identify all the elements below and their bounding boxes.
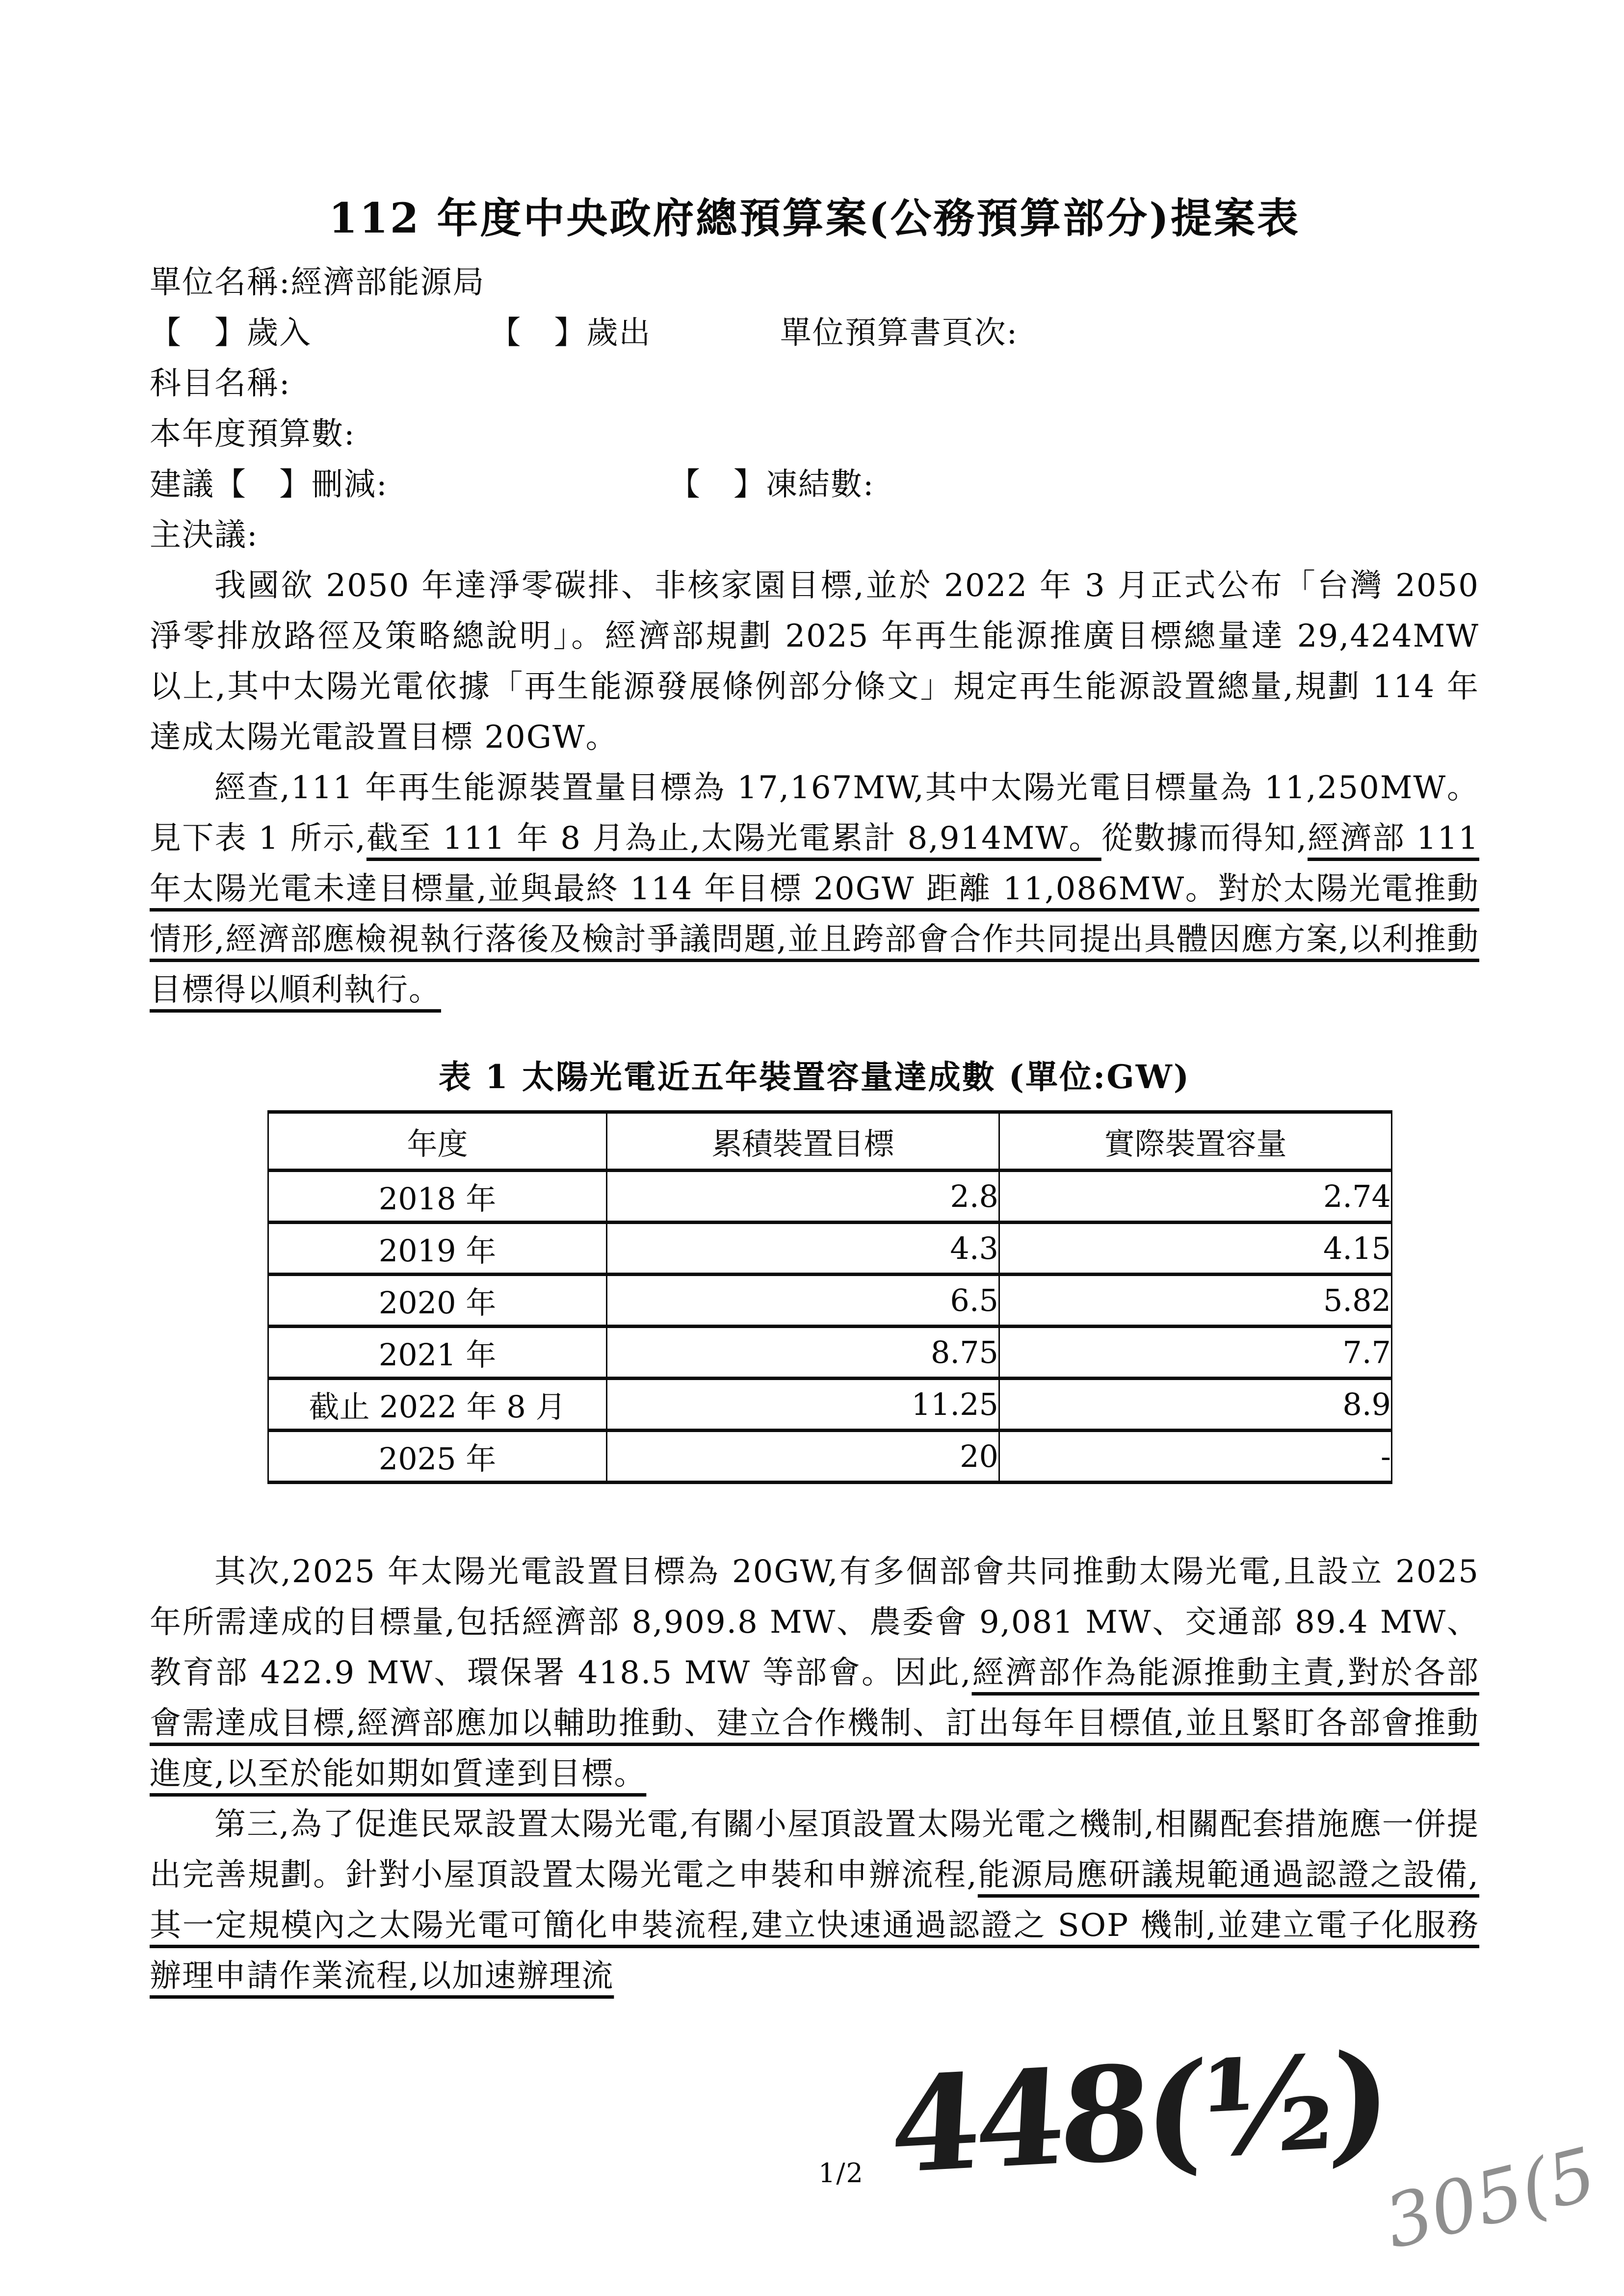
paragraph-4-underlined-1: 能源局應研議規範通過認證之設備,其一定規模內之太陽光電可簡化申裝流程,建立快速通過認證之 SOP 機制,並建立電子化服務辦理申請作業流程,以加速辦理流: [150, 1857, 1480, 1994]
cell-year: 2019 年: [268, 1223, 607, 1275]
page-number: 1/2: [818, 2158, 864, 2189]
cell-year: 截止 2022 年 8 月: [268, 1379, 607, 1431]
cell-target: 4.3: [607, 1223, 999, 1275]
paragraph-3-underlined-1: 經濟部作為能源推動主責,對於各部會需達成目標,經濟部應加以輔助推動、建立合作機制、訂出每年目標值,並且緊盯各部會推動進度,以至於能如期如質達到目標。: [150, 1655, 1480, 1792]
budget-page-label: 單位預算書頁次:: [780, 315, 1019, 351]
field-subject-name: [150, 359, 1479, 409]
table-row: [268, 1327, 1392, 1379]
freeze-count-checkbox: 【 】凍結數:: [668, 467, 875, 503]
cell-actual: 8.9: [999, 1379, 1392, 1431]
field-checkbox-row: [150, 308, 1479, 359]
main-resolution-text: 主決議:: [150, 517, 259, 553]
cell-actual: 4.15: [999, 1223, 1392, 1275]
table-row: [268, 1431, 1392, 1483]
header-target: 累積裝置目標: [607, 1112, 999, 1171]
paragraph-3: [150, 1547, 1479, 1800]
table-header-row: [268, 1112, 1392, 1171]
paragraph-3-text-1: 其次,2025 年太陽光電設置目標為 20GW,有多個部會共同推動太陽光電,且設立 2025 年所需達成的目標量,包括經濟部 8,909.8 MW、農委會 9,081 MW、交通部 89.4 MW、教育部 422.9 MW、環保署 418.5 MW 等部會。因此,: [150, 1554, 1479, 1691]
cell-target: 2.8: [607, 1171, 999, 1223]
cell-year: 2025 年: [268, 1431, 607, 1483]
paragraph-2-underlined-2: 經濟部 111 年太陽光電未達目標量,並與最終 114 年目標 20GW 距離 11,086MW。對於太陽光電推動情形,經濟部應檢視執行落後及檢討爭議問題,並且跨部會合作共同提出具體因應方案,以利推動目標得以順利執行。: [150, 820, 1480, 1008]
paragraph-4-text-1: 第三,為了促進民眾設置太陽光電,有關小屋頂設置太陽光電之機制,相關配套措施應一併提出完善規劃。針對小屋頂設置太陽光電之申裝和申辦流程,: [150, 1806, 1479, 1893]
table-1-title: 表 1 太陽光電近五年裝置容量達成數 (單位:GW): [438, 1058, 1191, 1096]
expenditure-checkbox: 【 】歲出: [489, 315, 652, 351]
cell-actual: 5.82: [999, 1275, 1392, 1327]
cell-year: 2020 年: [268, 1275, 607, 1327]
current-budget-text: 本年度預算數:: [150, 416, 356, 452]
field-current-budget: [150, 409, 1479, 460]
paragraph-1: [150, 561, 1479, 763]
cell-target: 11.25: [607, 1379, 999, 1431]
paragraph-2-underlined-1: 截至 111 年 8 月為止,太陽光電累計 8,914MW。: [366, 820, 1101, 857]
table-row: [268, 1379, 1392, 1431]
table-row: [268, 1223, 1392, 1275]
cell-target: 8.75: [607, 1327, 999, 1379]
cell-year: 2021 年: [268, 1327, 607, 1379]
field-cut-freeze-row: [150, 460, 1479, 510]
cell-actual: 2.74: [999, 1171, 1392, 1223]
paragraph-2-text-2: 從數據而得知,: [1101, 820, 1308, 857]
paragraph-2-text-1: 經查,111 年再生能源裝置量目標為 17,167MW,其中太陽光電目標量為 11,250MW。見下表 1 所示,: [150, 770, 1479, 857]
handwritten-corner-annotation: 305(5: [1376, 2131, 1604, 2265]
header-actual: 實際裝置容量: [999, 1112, 1392, 1171]
cell-actual: -: [999, 1431, 1392, 1483]
page-title: 112 年度中央政府總預算案(公務預算部分)提案表: [328, 194, 1301, 242]
paragraph-2: [150, 763, 1479, 1016]
field-main-resolution: [150, 510, 1479, 561]
cell-target: 6.5: [607, 1275, 999, 1327]
subject-name-text: 科目名稱:: [150, 365, 291, 402]
paragraph-1-text: 我國欲 2050 年達淨零碳排、非核家園目標,並於 2022 年 3 月正式公布「台灣 2050 淨零排放路徑及策略總說明」。經濟部規劃 2025 年再生能源推廣目標總量達 29,424MW 以上,其中太陽光電依據「再生能源發展條例部分條文」規定再生能源設置總量,規劃 114 年達成太陽光電設置目標 20GW。: [150, 568, 1479, 756]
cell-actual: 7.7: [999, 1327, 1392, 1379]
field-unit-name: [150, 258, 1479, 308]
paragraph-4: [150, 1800, 1479, 2002]
table-row: [268, 1171, 1392, 1223]
document-content: [150, 192, 1479, 2002]
handwritten-number-annotation: 448(½): [887, 2024, 1389, 2203]
unit-name-text: 單位名稱:經濟部能源局: [150, 264, 485, 301]
revenue-checkbox: 【 】歲入: [150, 315, 312, 351]
cell-year: 2018 年: [268, 1171, 607, 1223]
proposal-cut-checkbox: 建議【 】刪減:: [150, 467, 388, 503]
table-row: [268, 1275, 1392, 1327]
header-year: 年度: [268, 1112, 607, 1171]
solar-capacity-table: [267, 1110, 1392, 1484]
cell-target: 20: [607, 1431, 999, 1483]
